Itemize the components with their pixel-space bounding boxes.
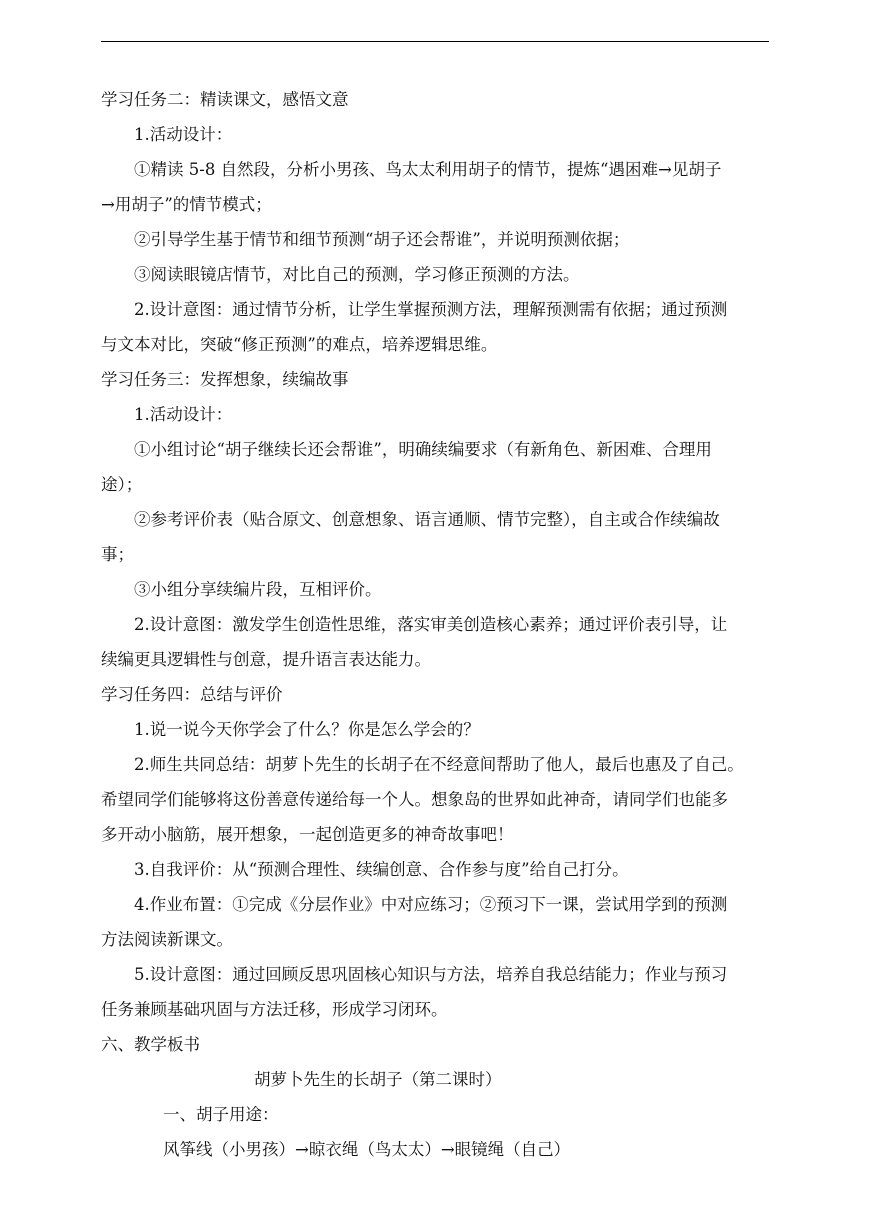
paragraph-line: 2.师生共同总结：胡萝卜先生的长胡子在不经意间帮助了他人，最后也惠及了自己。	[134, 755, 744, 774]
paragraph-line: 方法阅读新课文。	[101, 930, 233, 949]
paragraph-line: 2.设计意图：通过情节分析，让学生掌握预测方法，理解预测需有依据；通过预测	[134, 300, 728, 319]
paragraph-line: →用胡子”的情节模式；	[101, 195, 272, 214]
paragraph-line: 与文本对比，突破“修正预测”的难点，培养逻辑思维。	[101, 335, 498, 354]
board-item-heading: 一、胡子用途：	[163, 1105, 279, 1124]
paragraph-line: 续编更具逻辑性与创意，提升语言表达能力。	[101, 650, 431, 669]
activity-design-label: 1.活动设计：	[134, 405, 233, 424]
paragraph-line: 多开动小脑筋，展开想象，一起创造更多的神奇故事吧！	[101, 825, 514, 844]
board-title: 胡萝卜先生的长胡子（第二课时）	[254, 1070, 502, 1089]
paragraph-line: ③阅读眼镜店情节，对比自己的预测，学习修正预测的方法。	[134, 265, 580, 284]
section-heading-task-3: 学习任务三：发挥想象，续编故事	[101, 370, 349, 389]
paragraph-line: ①小组讨论“胡子继续长还会帮谁”，明确续编要求（有新角色、新困难、合理用	[134, 440, 712, 459]
paragraph-line: 希望同学们能够将这份善意传递给每一个人。想象岛的世界如此神奇，请同学们也能多	[101, 790, 728, 809]
board-item-line: 风筝线（小男孩）→晾衣绳（鸟太太）→眼镜绳（自己）	[163, 1140, 571, 1159]
paragraph-line: 5.设计意图：通过回顾反思巩固核心知识与方法，培养自我总结能力；作业与预习	[134, 965, 728, 984]
paragraph-line: ③小组分享续编片段，互相评价。	[134, 580, 382, 599]
activity-design-label: 1.活动设计：	[134, 125, 233, 144]
paragraph-line: 3.自我评价：从“预测合理性、续编创意、合作参与度”给自己打分。	[134, 860, 629, 879]
document-body	[101, 82, 769, 1167]
paragraph-line: 2.设计意图：激发学生创造性思维，落实审美创造核心素养；通过评价表引导，让	[134, 615, 728, 634]
paragraph-line: 4.作业布置：①完成《分层作业》中对应练习；②预习下一课，尝试用学到的预测	[134, 895, 728, 914]
paragraph-line: 途）；	[101, 475, 143, 494]
paragraph-line: 1.说一说今天你学会了什么？你是怎么学会的？	[134, 720, 480, 739]
section-heading-board: 六、教学板书	[101, 1035, 200, 1054]
paragraph-line: ②引导学生基于情节和细节预测“胡子还会帮谁”，并说明预测依据；	[134, 230, 630, 249]
section-heading-task-2: 学习任务二：精读课文，感悟文意	[101, 90, 349, 109]
paragraph-line: 任务兼顾基础巩固与方法迁移，形成学习闭环。	[101, 1000, 448, 1019]
header-rule	[101, 41, 769, 42]
paragraph-line: ②参考评价表（贴合原文、创意想象、语言通顺、情节完整），自主或合作续编故	[134, 510, 720, 529]
section-heading-task-4: 学习任务四：总结与评价	[101, 685, 283, 704]
paragraph-line: 事；	[101, 545, 134, 564]
paragraph-line: ①精读 5-8 自然段，分析小男孩、鸟太太利用胡子的情节，提炼“遇困难→见胡子	[134, 160, 722, 179]
